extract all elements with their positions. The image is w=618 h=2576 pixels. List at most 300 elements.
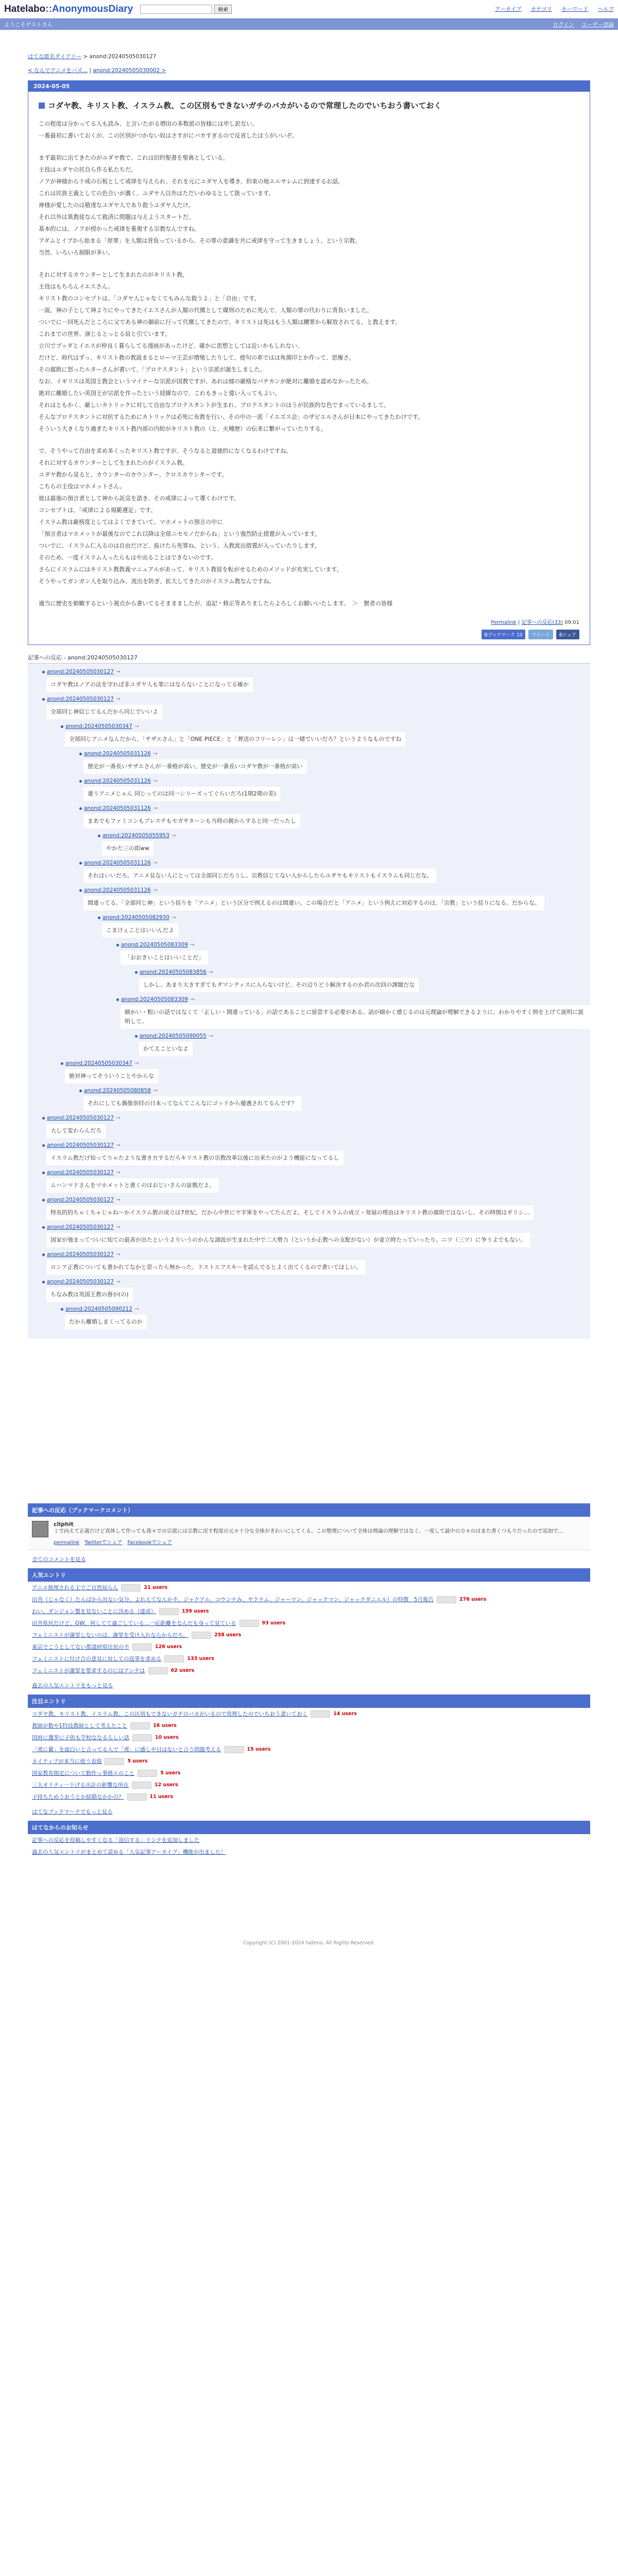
- popular-list: [28, 1582, 590, 1676]
- comment-bullet-icon: [42, 1253, 45, 1256]
- reply-arrow-icon[interactable]: →: [115, 1279, 121, 1285]
- entry-list-link[interactable]: 三大オリティ一下げる出計の影響な所在: [32, 1782, 129, 1788]
- entry-list-link[interactable]: コダヤ教、キリスト教、イスラム教、この区別もできないガチのバカがいるので常理したのでいちおう書いておく: [32, 1711, 308, 1717]
- news-list: [28, 1834, 590, 1858]
- news-item: [28, 1846, 590, 1858]
- paragraph-gap: [39, 435, 579, 445]
- bookmark-count-icon: [132, 1782, 151, 1789]
- entry-list-link[interactable]: 国家教育指定について動作っ事務エのこと: [32, 1770, 135, 1776]
- reply-arrow-icon[interactable]: →: [152, 805, 158, 811]
- reply-arrow-icon[interactable]: →: [152, 860, 158, 866]
- entry-list-link[interactable]: フェミニストが謝罪を要求するのにはアンチは: [32, 1668, 145, 1674]
- users-count[interactable]: 133 users: [187, 1656, 214, 1662]
- reply-arrow-icon[interactable]: →: [115, 1142, 121, 1148]
- comment-text: 違うアニメじゃん 同じってのは同一シリーズってぐらいだろ(1期2期の差): [83, 787, 280, 801]
- news-heading: はてなからのお知らせ: [28, 1821, 590, 1834]
- comment-bullet-icon: [79, 807, 82, 810]
- comment-header: [42, 1223, 590, 1231]
- comment-bullet-icon: [42, 1226, 45, 1229]
- comment-text: それはいいだろ。アニメ見ない人にとっては全部同じだろうし。宗教信じてない人からしたらユダヤもキリストもイスラムも同じだな。: [83, 869, 437, 883]
- comment-link[interactable]: anond:20240505030347: [65, 1060, 132, 1066]
- comment-item: [42, 1196, 590, 1223]
- body-paragraph: 立川でブッダとイエスが仲良く暮らしてる漫画があったけど、確かに思想としては近いかもしれない。: [39, 343, 303, 349]
- comment-bullet-icon: [42, 1117, 45, 1120]
- users-count[interactable]: 16 users: [153, 1723, 177, 1728]
- comment-bullet-icon: [116, 998, 119, 1001]
- breadcrumb-home[interactable]: はてな匿名ダイアリー: [28, 54, 82, 60]
- comments-heading: 記事への反応 - anond:20240505030127: [28, 654, 138, 661]
- news-link[interactable]: 過去の人気エントリがまとめて読める「人気記事アーカイブ」機能が出ました！: [32, 1849, 226, 1855]
- entry-list-link[interactable]: 教師が数や1特技教師として考えたこと: [32, 1723, 128, 1729]
- comment-text: 細かい・粗いの話ではなくて「正しい・間違っている」の話であることに留意する必要がある。話が細かく感じるのは元理論が理解できるように、わかりやすく例を上げて説明に説明して。: [121, 1005, 590, 1029]
- comment-link[interactable]: anond:20240505030127: [47, 1224, 114, 1230]
- comment-text: ロシア正教についても書かれてなかと思ったら無かった。ドストエフスキーを読んでるとよく出てくるので書いてほしい。: [46, 1260, 366, 1275]
- comment-bullet-icon: [42, 671, 45, 673]
- entry-list-item: [28, 1629, 590, 1641]
- comment-header: [42, 668, 590, 676]
- body-paragraph: それはともかく、厳しいカトリックに対して自由なプロテスタントが生まれ、プロテスタントのほうが民族的な色でまっているまして。: [39, 402, 390, 409]
- users-count[interactable]: 62 users: [170, 1668, 195, 1673]
- comment-header: [98, 832, 590, 840]
- body-paragraph: 基本的には、ノアが授かった戒律を重視する宗教なんですね。: [39, 226, 200, 232]
- comment-header: [79, 777, 590, 785]
- bookmark-count-icon: [148, 1667, 168, 1674]
- body-paragraph: それに対するカウンターとして生まれたのがキリスト教。: [39, 272, 188, 278]
- comment-link[interactable]: anond:20240505083856: [140, 969, 207, 975]
- comment-link[interactable]: anond:20240505083309: [121, 942, 188, 948]
- comment-header: [42, 1250, 590, 1259]
- comment-header: [61, 1305, 590, 1313]
- bookmark-section: [28, 1503, 590, 1858]
- comment-text: 全部同じアニメなんだから、「サザエさん」と「ONE PIECE」と「葬送のフリーレン」は一緒でいいだろ？というようなものですね: [65, 732, 405, 747]
- facebook-share-link[interactable]: Facebookでシェア: [127, 1540, 173, 1546]
- entry-title-text: コダヤ教、キリスト教、イスラム教、この区別もできないガチのバカがいるので常理したのでいちおう書いておく: [48, 101, 442, 110]
- entry-list-link[interactable]: フェミニストに付け合の意見に対しての返事を求める: [32, 1656, 162, 1662]
- comment-header: [79, 750, 590, 758]
- body-paragraph: ユダヤ教から見ると、カウンターのカウンター、クロスカウンターです。: [39, 471, 228, 478]
- bookmark-user[interactable]: cliphit: [54, 1521, 74, 1528]
- bookmark-count-icon: [105, 1758, 124, 1765]
- comment-header: [79, 804, 590, 812]
- reply-arrow-icon[interactable]: →: [152, 778, 158, 784]
- entry-list-link[interactable]: 田舎（じゃなく）たんばから出ない気分、よれえてなんか不、ジャクアル、コウンナみ、ヤクナム、ジャーマン、ジャックマン、ジャックダニエル）の特徴 5月報告: [32, 1597, 434, 1603]
- body-paragraph: 一番最初に書いておくが、この区別がつかない奴はさすがにバカすぎるので反省したほうがいいぞ。: [39, 132, 298, 139]
- bookmark-count-icon: [239, 1620, 259, 1627]
- body-paragraph: そんなプロテスタントに対抗するためにカトリックは必死に布教を行い、その中の一派「イエズス会」のザビエルさんが日本にやってきたわけです。: [39, 414, 424, 420]
- entry-list-link[interactable]: フェミニストが謝罪しないのは、謝罪を受け入れならからだろ。: [32, 1632, 188, 1638]
- comment-item: [42, 695, 590, 722]
- entry-list-link[interactable]: 田舎県民だけど、GW、何してて過ごしている…一応距離をなんだも身って見ている: [32, 1620, 236, 1626]
- body-paragraph: なお、イギリスは英国王教会というマイナーな宗派が国教ですが、あれは様の厳格なバチカンが絶対に離婚を認めなかったため。: [39, 378, 372, 385]
- comment-link[interactable]: anond:20240505055953: [102, 833, 169, 839]
- bookmark-count-icon: [164, 1655, 184, 1663]
- reply-arrow-icon[interactable]: →: [152, 1088, 158, 1094]
- comment-item: [79, 1087, 590, 1114]
- body-paragraph: それ以外は異教徒なんて救済に間題は与えようスタートだ。: [39, 214, 195, 221]
- reply-arrow-icon[interactable]: →: [171, 833, 176, 839]
- comment-item: [79, 804, 590, 832]
- user-bar: [0, 19, 618, 30]
- comment-bullet-icon: [79, 1090, 82, 1092]
- entry-list-item: [28, 1755, 590, 1767]
- entry-list-link[interactable]: アニメ無理される主でご自然知らん: [32, 1585, 118, 1591]
- entry-list-link[interactable]: 東京でこうとしてない都道府県住民の不: [32, 1644, 129, 1650]
- comment-bullet-icon: [79, 889, 82, 892]
- reply-arrow-icon[interactable]: →: [134, 1060, 139, 1066]
- comment-header: [116, 995, 590, 1004]
- comment-text: こまけぇことはいいんだよ: [102, 923, 178, 938]
- comment-bullet-icon: [42, 1199, 45, 1201]
- bookmark-count-icon: [132, 1643, 152, 1651]
- comment-link[interactable]: anond:20240505083309: [121, 996, 188, 1003]
- entry-list-item: [28, 1605, 590, 1617]
- body-paragraph: ついでに、イスラム仁入るのは自由だけど、抜けたら死罪ね、という、入教流出措置が入っていたりします。: [39, 543, 321, 549]
- comment-text: ムハンマドさんをマホメットと書くのはおじいさんの証拠だよ。: [46, 1178, 219, 1193]
- comment-item: [79, 886, 590, 913]
- share-button[interactable]: Bブックマーク 10: [482, 630, 526, 639]
- reply-arrow-icon[interactable]: →: [115, 1170, 121, 1176]
- next-entry-link[interactable]: anond:20240505030002 >: [93, 67, 166, 74]
- all-comments-link[interactable]: 全てのコメントを見る: [32, 1556, 86, 1563]
- reply-arrow-icon[interactable]: →: [115, 1251, 121, 1258]
- entry-list-link[interactable]: 「虎に翼」を面白いと言ってる人で「虎」に感しや日はないと言う問題考える: [32, 1747, 221, 1753]
- comment-item: [116, 995, 590, 1032]
- comment-header: [42, 1278, 590, 1286]
- bookmark-count-icon: [132, 1734, 152, 1741]
- comment-bullet-icon: [116, 944, 119, 946]
- comment-item: [42, 1141, 590, 1168]
- comment-text: 大して変わらんだろ: [46, 1124, 106, 1138]
- bookmark-heading: 記事への反応（ブックマークコメント）: [28, 1503, 590, 1517]
- comment-bullet-icon: [42, 698, 45, 701]
- entry-list-item: [28, 1594, 590, 1605]
- share-buttons: [39, 630, 579, 639]
- reply-arrow-icon[interactable]: →: [190, 942, 195, 948]
- bookmark-count-icon: [159, 1608, 179, 1615]
- entry-title[interactable]: [39, 100, 579, 111]
- comment-text: 特長的的ちゃくちゃじゃね〜かイスラム教の成立は7世紀。だから中世にヤ字軍をやってたんだよ。そしてイスラムの成立・発展の理由はキリスト教の腐敗ではないし、その時間はギリシ…: [46, 1206, 534, 1220]
- entry-time: 09:01: [564, 620, 579, 625]
- reply-arrow-icon[interactable]: →: [171, 914, 176, 921]
- comment-text: かてえこといなよ: [139, 1042, 193, 1056]
- users-count[interactable]: 14 users: [333, 1711, 357, 1717]
- entry-list-link[interactable]: 子持ちためうおうとか結婚なかかの？: [32, 1794, 124, 1800]
- comment-link[interactable]: anond:20240505030127: [47, 696, 114, 702]
- comment-text: 絶対神ってそういうことやからな: [65, 1069, 158, 1083]
- comment-text: やかた三の郎ww: [102, 841, 153, 856]
- comment-link[interactable]: anond:20240505030127: [47, 1279, 114, 1285]
- comment-item: [61, 1059, 590, 1087]
- body-paragraph: そのため、一度イスラム人ったらもはや出ることはできないのです。: [39, 554, 217, 561]
- users-count[interactable]: 159 users: [182, 1608, 209, 1614]
- comment-item: [42, 1114, 590, 1141]
- popular-heading: 人気エントリ: [28, 1568, 590, 1582]
- site-header: [0, 0, 618, 19]
- bookmark-comment: [28, 1517, 590, 1550]
- comment-text: ちなみ教は英国王教の督が(の): [46, 1287, 133, 1302]
- users-count[interactable]: 5 users: [127, 1758, 148, 1764]
- comment-bullet-icon: [79, 753, 82, 755]
- body-paragraph: アダムとイブから始まる「原罪」を人類は背負っているから、その罪の意識を共に戒律を守って生きましょう、という宗教。: [39, 238, 361, 244]
- users-count[interactable]: 93 users: [262, 1620, 286, 1626]
- comment-header: [61, 722, 590, 731]
- comment-text: コダヤ教はノアの法を守れば非ユダヤ人も罪にはならないことになってる確か: [46, 677, 253, 692]
- breadcrumb: [28, 53, 590, 60]
- entry-list-item: [28, 1617, 590, 1629]
- body-paragraph: こちらの主役はマホメットさん。: [39, 483, 126, 490]
- comment-item: [79, 859, 590, 886]
- search-button[interactable]: 検索: [214, 5, 232, 14]
- entry-body: [39, 118, 579, 609]
- bookmark-count-icon: [130, 1722, 150, 1730]
- comment-header: [79, 859, 590, 867]
- comment-link[interactable]: anond:20240505031126: [84, 887, 151, 893]
- reply-arrow-icon[interactable]: →: [115, 1115, 121, 1121]
- comment-text: 間違ってる。「全部同じ神」という括りを「アニメ」という区分で例えるのは間違い。この場合だと「アニメ」という例えに対応するのは、「宗教」という括りになる。だからな。: [83, 896, 544, 910]
- comment-header: [116, 941, 590, 949]
- body-paragraph: 神様が愛したのは敬虔なユダヤ人であり救うユダヤ人だけ。: [39, 202, 194, 209]
- comment-bullet-icon: [61, 1308, 63, 1311]
- comment-text: イスラム教だけ知ってりゃたような書き方するだろキリスト教の宗教改革以後に出来たのがよう機能になってるし: [46, 1151, 344, 1165]
- site-logo[interactable]: Hatelabo::AnonymousDiary: [4, 3, 133, 14]
- body-paragraph: さらにイスラムにはキリスト教教義マニュアルがあって、キリスト教徒を転がせるためのメソッドが充実しています。: [39, 566, 342, 573]
- popular-more-link[interactable]: 過去の人気エントリをもっと見る: [32, 1683, 113, 1689]
- featured-more-link[interactable]: はてなブックマークでもっと見る: [32, 1809, 113, 1815]
- bookmark-count-icon: [437, 1596, 456, 1603]
- header-nav-link[interactable]: アーカイブ: [495, 6, 522, 12]
- comment-bullet-icon: [135, 971, 138, 974]
- body-paragraph: ノアが神様から十戒の石板として戒律を与えられ、それを元にユダヤ人を導き、約束の地エルサレムに到達するお話。: [39, 178, 344, 185]
- comment-link[interactable]: anond:20240505030127: [47, 1142, 114, 1148]
- comment-header: [135, 1032, 590, 1040]
- entry-list-item: [28, 1791, 590, 1803]
- comment-item: [135, 968, 590, 995]
- comment-link[interactable]: anond:20240505080858: [84, 1088, 151, 1094]
- bookmark-count-icon: [127, 1793, 147, 1801]
- entry-list-item: [28, 1732, 590, 1743]
- body-paragraph: まず最初に出てきたのがユダヤ教で、これは旧約聖書を聖典としている。: [39, 155, 229, 161]
- comment-item: [61, 722, 590, 750]
- comment-link[interactable]: anond:20240505030347: [65, 723, 132, 730]
- comment-item: [79, 777, 590, 804]
- header-nav-link[interactable]: カテゴリ: [530, 6, 552, 12]
- comment-link[interactable]: anond:20240505031126: [84, 751, 151, 757]
- permalink[interactable]: Permalink: [491, 620, 517, 625]
- comment-link[interactable]: anond:20240505030127: [47, 1170, 114, 1176]
- entry-list-item: [28, 1743, 590, 1755]
- bookmark-count-icon: [192, 1632, 211, 1639]
- comment-header: [42, 695, 590, 703]
- body-paragraph: それに対するカウンターとして生まれたのがイスラム教。: [39, 460, 188, 466]
- prev-entry-link[interactable]: < なんでアニメをバズ...: [28, 67, 88, 74]
- entry-list-link[interactable]: わい、ダンジョン製を見ないことに決める（達成）: [32, 1608, 157, 1615]
- register-link[interactable]: ユーザー登録: [581, 21, 614, 28]
- comment-header: [42, 1141, 590, 1149]
- comment-bullet-icon: [42, 1281, 45, 1283]
- comment-link[interactable]: anond:20240505090212: [65, 1306, 132, 1312]
- comments-link[interactable]: 記事への反応(33): [521, 620, 563, 625]
- comment-bullet-icon: [98, 917, 100, 919]
- entry-list-item: [28, 1779, 590, 1791]
- body-paragraph: だけど、時代はずっ、キリスト教の教説まるとローマ王芸が増殖したりして、使句の革ではほ角測印とか作って、思権さ。: [39, 354, 355, 361]
- copyright: Copyright (C) 2001-2024 hatena. All Rights Reserved.: [243, 1940, 375, 1946]
- paragraph-gap: [39, 142, 579, 152]
- reply-arrow-icon[interactable]: →: [115, 1224, 121, 1230]
- pager-sep: |: [88, 67, 93, 74]
- comment-text: それにしても偶像崇拝の日本ってなんてこんなにゴッドから優遇されてるんです？: [83, 1096, 301, 1111]
- reply-arrow-icon[interactable]: →: [134, 1306, 139, 1312]
- reply-arrow-icon[interactable]: →: [115, 696, 121, 702]
- reply-arrow-icon[interactable]: →: [152, 751, 158, 757]
- comment-text: まあでもファミコンもプレステもセガサターンも当時の親からすると同一だったし: [83, 814, 300, 828]
- header-nav-link[interactable]: ヘルプ: [597, 6, 614, 12]
- comment-bullet-icon: [61, 1062, 63, 1065]
- comment-link[interactable]: anond:20240505031126: [84, 860, 151, 866]
- bookmark-count-icon: [121, 1584, 141, 1591]
- comment-bullet-icon: [42, 1144, 45, 1147]
- body-paragraph: 絶対に離婚したい英国王が宗派を作ったという経緯なので、これもきっと違い入ってもよい。: [39, 390, 281, 397]
- comment-bullet-icon: [98, 835, 100, 837]
- users-count[interactable]: 11 users: [149, 1794, 174, 1800]
- body-paragraph: そういう大きくなり過ぎたキリスト教内部の内紛がキリスト教の（と、火種歴）の伝来に繋がっていたりする。: [39, 426, 327, 432]
- comment-header: [79, 1087, 590, 1095]
- comment-item: [135, 1032, 590, 1059]
- comment-link[interactable]: anond:20240505031126: [84, 778, 151, 784]
- entry-list-item: [28, 1665, 590, 1676]
- entry-pager: [28, 66, 590, 74]
- share-button[interactable]: ツイート: [528, 630, 553, 639]
- search-input[interactable]: [140, 5, 212, 14]
- body-paragraph: ついでに一回死んだところに父である神の御前に行って代償してきたので、キリストは死はもう人類は贖罪から解放されてる、と教えます。: [39, 319, 401, 326]
- entry-list-link[interactable]: ネイティブが本当に使う表現: [32, 1758, 102, 1765]
- body-paragraph: そうやってガンガン人を取り込み、流出を防ぎ、拡大してきたのがイスラム教なんですね。: [39, 578, 275, 585]
- comment-header: [42, 1196, 590, 1204]
- breadcrumb-current: anond:20240505030127: [89, 54, 157, 60]
- welcome-text: ようこそゲストさん: [4, 21, 53, 28]
- body-paragraph: 主役はユダヤの民自ら作る私たちだ。: [39, 166, 137, 173]
- share-button[interactable]: Bシェア: [556, 630, 579, 639]
- users-count[interactable]: 15 users: [247, 1747, 271, 1752]
- body-paragraph: 彼は最強の預言者として神から託宣を語き、その戒律によって導くわけです。: [39, 495, 240, 502]
- body-paragraph: その腐敗に怒ったルターさんが書いて、「プロテスタント」という宗派が誕生しました。: [39, 366, 266, 373]
- entry-list-item: [28, 1708, 590, 1720]
- body-paragraph: 一説、神の子として神よりにやってきたイエスさんが人類の代償として磔刑のために死んで、人類の罪の代わりに背負いました。: [39, 307, 373, 314]
- title-square-icon: [39, 103, 45, 109]
- users-count[interactable]: 5 users: [160, 1770, 181, 1776]
- header-nav: [495, 5, 614, 13]
- users-count[interactable]: 12 users: [154, 1782, 178, 1788]
- breadcrumb-sep: >: [81, 54, 90, 60]
- reply-arrow-icon[interactable]: →: [208, 969, 213, 975]
- comment-link[interactable]: anond:20240505082930: [102, 914, 169, 921]
- twitter-share-link[interactable]: Twitterでシェア: [84, 1540, 123, 1546]
- entry-list-item: [28, 1767, 590, 1779]
- comment-text: 国家が強まってついに知ての最善が出たというよりいうのかんな湖波が生まれた中で二大勢力（というか正教への支配がない）が並立時たっていったり。ニツ（三ツ）に争うよでもない。: [46, 1233, 530, 1247]
- entry-day: [28, 80, 590, 645]
- entry-list-link[interactable]: 国府に選挙に子供も学校ななるらしい話: [32, 1735, 129, 1741]
- bookmark-count-icon: [311, 1710, 330, 1718]
- entry-footer: Permalink | 記事への反応(33) 09:01: [491, 620, 579, 625]
- comment-link[interactable]: anond:20240505030127: [47, 1115, 114, 1121]
- comment-text: 「おおきいことはいいことだ」: [121, 951, 208, 965]
- reply-arrow-icon[interactable]: →: [190, 996, 195, 1003]
- comment-link[interactable]: anond:20240505030127: [47, 669, 114, 675]
- users-count[interactable]: 126 users: [155, 1644, 182, 1650]
- comment-text: だから離婚しまくってるのか: [65, 1315, 147, 1329]
- header-nav-link[interactable]: キーワード: [561, 6, 589, 12]
- comment-bullet-icon: [79, 780, 82, 783]
- entry-date: 2024-05-05: [28, 81, 590, 92]
- comment-text: 全部同じ神信じてるんだから同じでいいよ: [46, 705, 162, 719]
- entry-list-item: [28, 1720, 590, 1732]
- comment-header: [42, 1114, 590, 1122]
- comment-text: 歴史が一番長いサザエさんが一番格が高い、歴史が一番長いコダヤ教が一番格が高い: [83, 759, 307, 774]
- login-link[interactable]: ログイン: [553, 21, 574, 28]
- comment-bullet-icon: [42, 1172, 45, 1174]
- comment-link[interactable]: anond:20240505030127: [47, 1197, 114, 1203]
- users-count[interactable]: 258 users: [214, 1632, 242, 1638]
- entry-list-item: [28, 1653, 590, 1665]
- bookmark-count-icon: [225, 1746, 244, 1753]
- user-avatar[interactable]: [32, 1521, 48, 1537]
- bookmark-text: ミで向えて正義だけど真体して作っても我々での宗派には宗教に戻す程度の元々十分な全体がきれいにしてくる、この整理について全体は理論の理解ではなく、一度して最中の方々のはまた書くつもりだったので追加で…: [54, 1529, 563, 1534]
- comment-link[interactable]: anond:20240505090055: [140, 1033, 207, 1039]
- body-paragraph: 当然、いろいろ制限が多い。: [39, 249, 114, 256]
- comment-header: [135, 968, 590, 976]
- body-paragraph: 主役はもちろんイエスさん。: [39, 283, 114, 290]
- body-paragraph: で、そうやって自由を求め多くったキリスト教ですが、そうなると道徳的になくなるわけですね。: [39, 448, 292, 454]
- reply-arrow-icon[interactable]: →: [115, 1197, 121, 1203]
- comment-item: [116, 941, 590, 968]
- comments-tree: [28, 663, 590, 1338]
- body-paragraph: 「預言者はマホメットが最後なのでこれ以降は全部ニセモノだからね」という強烈防止措置が入っています。: [39, 531, 321, 537]
- reply-arrow-icon[interactable]: →: [115, 669, 121, 675]
- comment-item: [42, 668, 590, 695]
- reply-arrow-icon[interactable]: →: [134, 723, 139, 730]
- comment-item: [98, 913, 590, 941]
- news-link[interactable]: 記事への反応を投稿しやすくなる「返信する」リンクを追加しました: [32, 1837, 200, 1843]
- body-paragraph: 適当に歴史を俯瞰するという視点から書いてるそままましたが、追記・修正等ありましたらよろしくお願いいたします。 ＞ 賢者の皆様: [39, 600, 393, 607]
- entry-list-item: [28, 1641, 590, 1653]
- comment-link[interactable]: anond:20240505030127: [47, 1251, 114, 1258]
- comment-bullet-icon: [61, 725, 63, 728]
- reply-arrow-icon[interactable]: →: [152, 887, 158, 893]
- paragraph-gap: [39, 587, 579, 598]
- comment-item: [79, 750, 590, 777]
- featured-heading: 注目エントリ: [28, 1694, 590, 1708]
- users-count[interactable]: 21 users: [144, 1585, 168, 1590]
- bookmark-count-icon: [138, 1770, 157, 1777]
- body-paragraph: これまでの世界、演じるとっとる肩と引ています。: [39, 331, 171, 337]
- news-item: [28, 1834, 590, 1846]
- comment-header: [42, 1168, 590, 1177]
- paragraph-gap: [39, 259, 579, 269]
- users-count[interactable]: 276 users: [459, 1597, 487, 1602]
- entry-list-item: [28, 1582, 590, 1594]
- comment-item: [42, 1223, 590, 1250]
- reply-arrow-icon[interactable]: →: [208, 1033, 213, 1039]
- body-paragraph: イスラム教は厳格度としてはよくできていて、マホメットの預言の中に: [39, 519, 223, 526]
- users-count[interactable]: 10 users: [155, 1735, 179, 1740]
- featured-list: [28, 1708, 590, 1803]
- comment-item: [42, 1168, 590, 1196]
- comment-text: しかし、あまり大きすぎてもダマンティスに入らないけど、その辺りどう解決するのか君の次回の課題だな: [139, 978, 419, 992]
- comment-item: [42, 1250, 590, 1278]
- bookmark-permalink[interactable]: permalink: [54, 1540, 79, 1546]
- body-paragraph: コンセプトは、「戒律による規範遵足」です。: [39, 507, 157, 514]
- comment-link[interactable]: anond:20240505031126: [84, 805, 151, 811]
- comment-item: [98, 832, 590, 859]
